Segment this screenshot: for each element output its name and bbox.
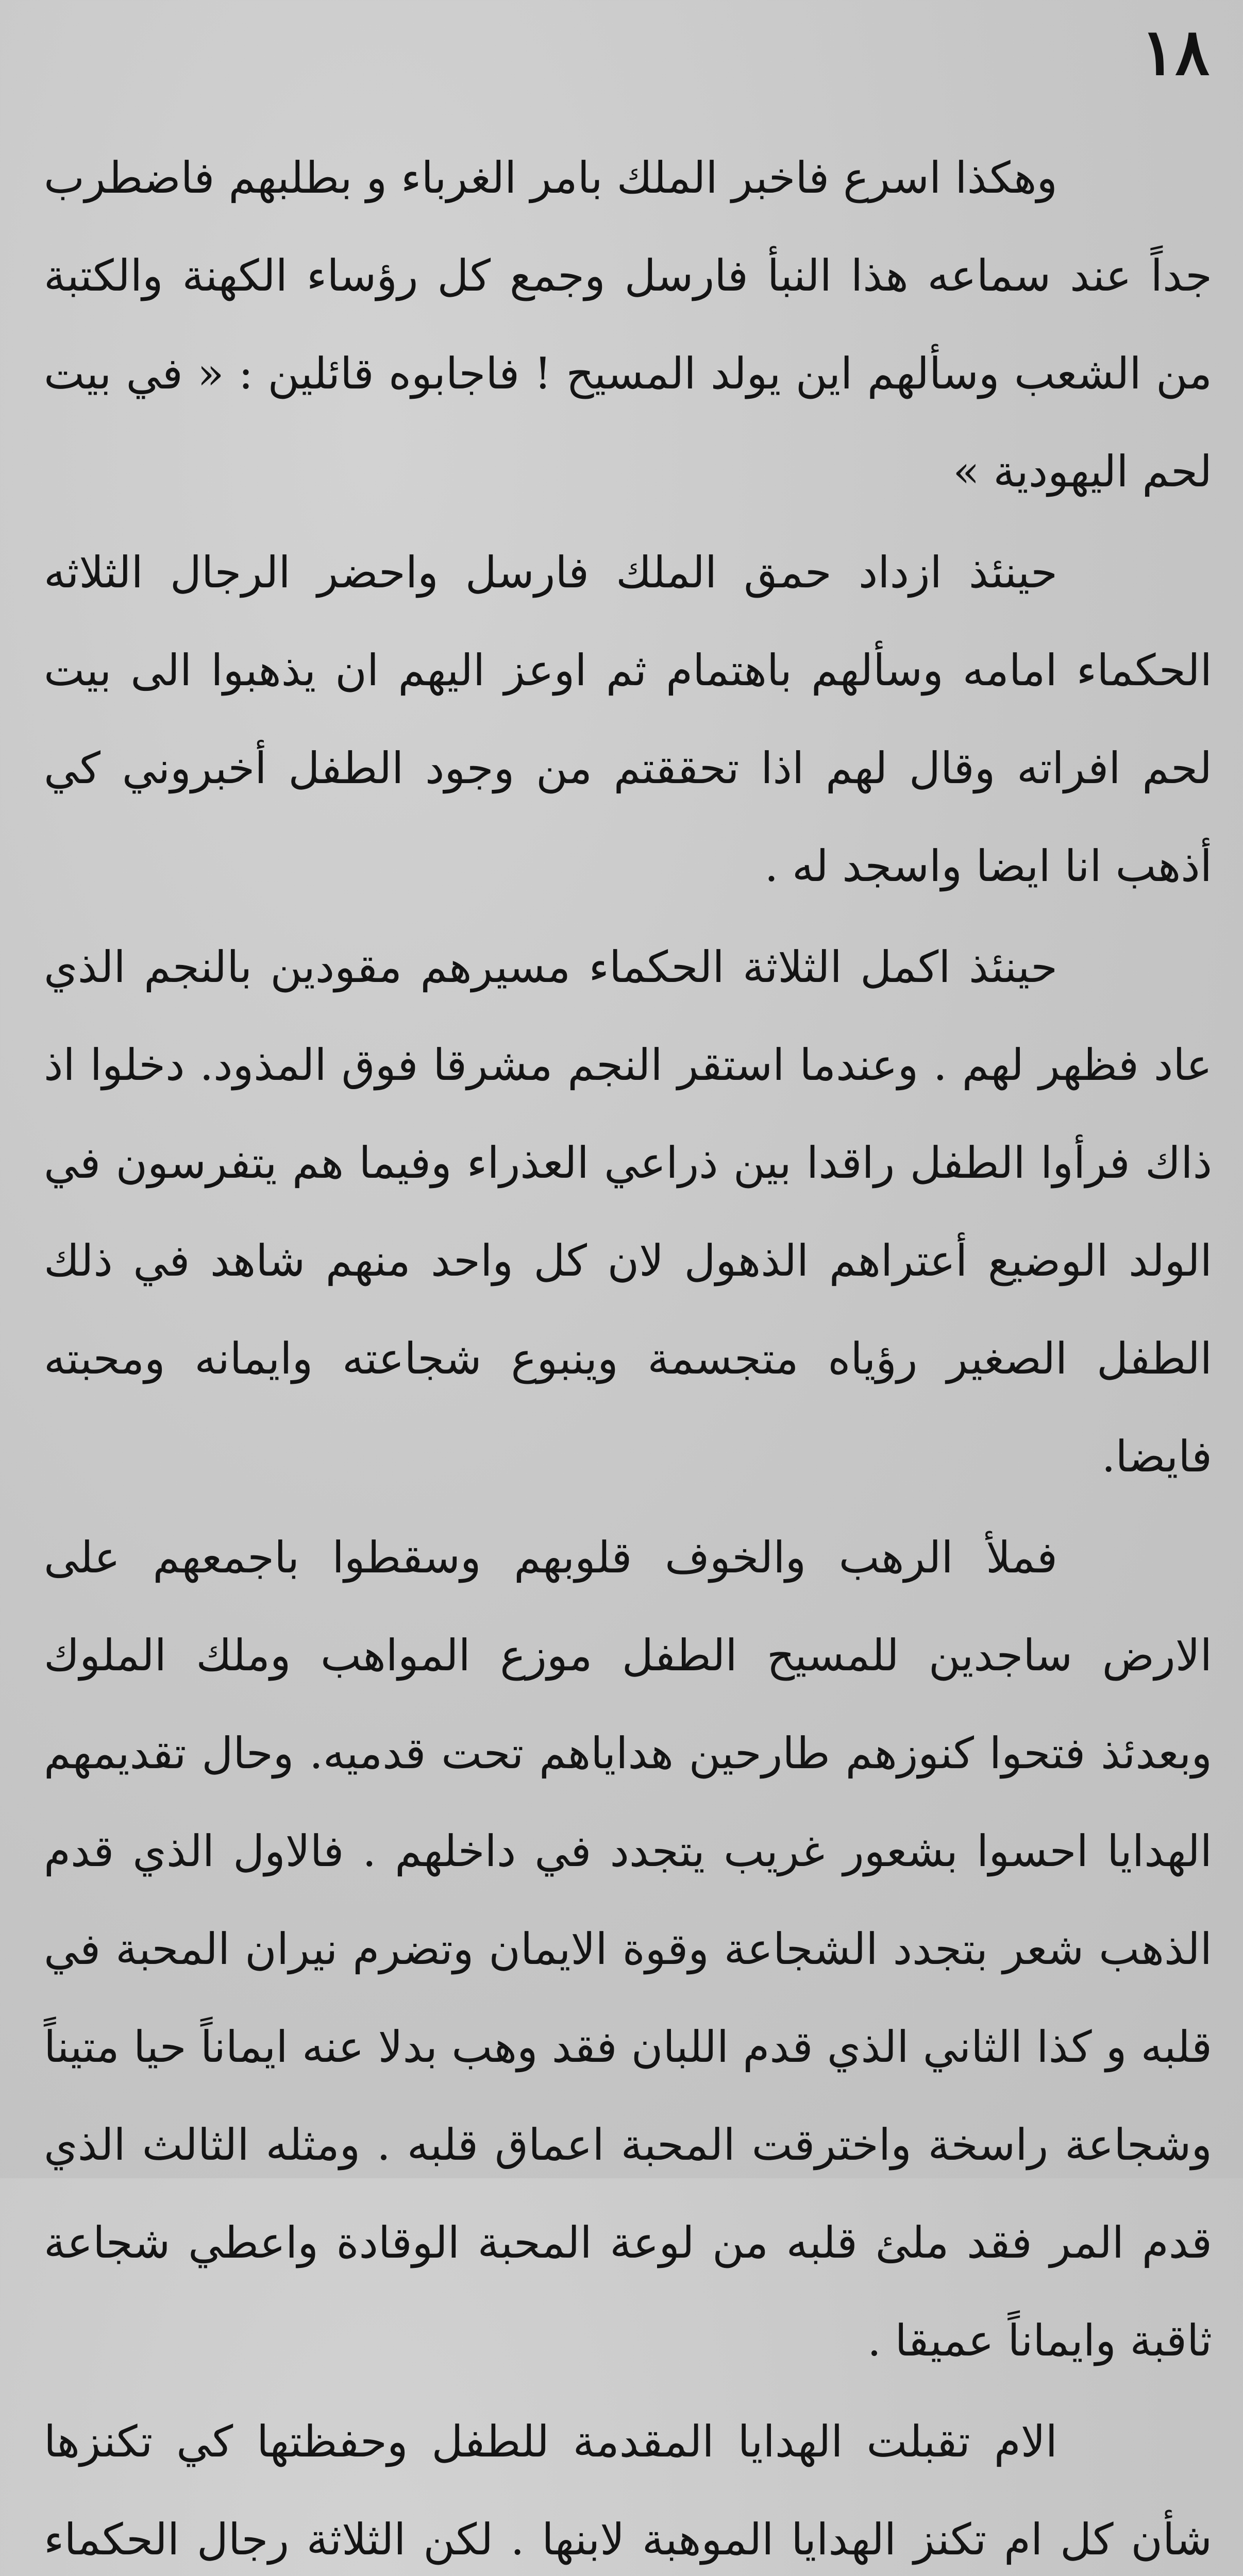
page-number: ١٨ — [1140, 15, 1210, 90]
paragraph-5: الام تقبلت الهدايا المقدمة للطفل وحفظتها كي تكنزها شأن كل ام تكنز الهدايا الموهبة لابنها . لكن الثلاثة رجال الحكماء — [44, 2416, 1212, 2565]
page-body-text — [44, 129, 1212, 2576]
paragraph-1: وهكذا اسرع فاخبر الملك بامر الغرباء و بطلبهم فاضطرب جداً عند سماعه هذا النبأ فارسل وجمع كل رؤساء الكهنة والكتبة من الشعب وسألهم اين يولد المسيح ! فاجابوه قائلين : « في بيت لحم اليهودية » — [44, 152, 1212, 497]
paragraph-4: فملأ الرهب والخوف قلوبهم وسقطوا باجمعهم على الارض ساجدين للمسيح الطفل موزع المواهب وملك الملوك وبعدئذ فتحوا كنوزهم طارحين هداياهم تحت قدميه. وحال تقديمهم الهدايا احسوا بشعور غريب يتجدد في داخلهم . فالاول الذي قدم الذهب شعر بتجدد الشجاعة وقوة الايمان وتضرم نيران المحبة في قلبه و كذا الثاني الذي قدم اللبان فقد وهب بدلا عنه ايماناً حيا متيناً وشجاعة راسخة واخترقت المحبة اعماق قلبه . ومثله الثالث الذي قدم المر فقد ملئ قلبه من لوعة المحبة الوقادة واعطي شجاعة ثاقبة وايماناً عميقا . — [44, 1532, 1212, 2366]
paragraph-3: حينئذ اكمل الثلاثة الحكماء مسيرهم مقودين بالنجم الذي عاد فظهر لهم . وعندما استقر النجم مشرقا فوق المذود. دخلوا اذ ذاك فرأوا الطفل راقدا بين ذراعي العذراء وفيما هم يتفرسون في الولد الوضيع أعتراهم الذهول لان كل واحد منهم شاهد في ذلك الطفل الصغير رؤياه متجسمة وينبوع شجاعته وايمانه ومحبته فايضا. — [44, 942, 1212, 1482]
paragraph-2: حينئذ ازداد حمق الملك فارسل واحضر الرجال الثلاثه الحكماء امامه وسألهم باهتمام ثم اوعز اليهم ان يذهبوا الى بيت لحم افراته وقال لهم اذا تحققتم من وجود الطفل أخبروني كي أذهب انا ايضا واسجد له . — [44, 547, 1212, 891]
